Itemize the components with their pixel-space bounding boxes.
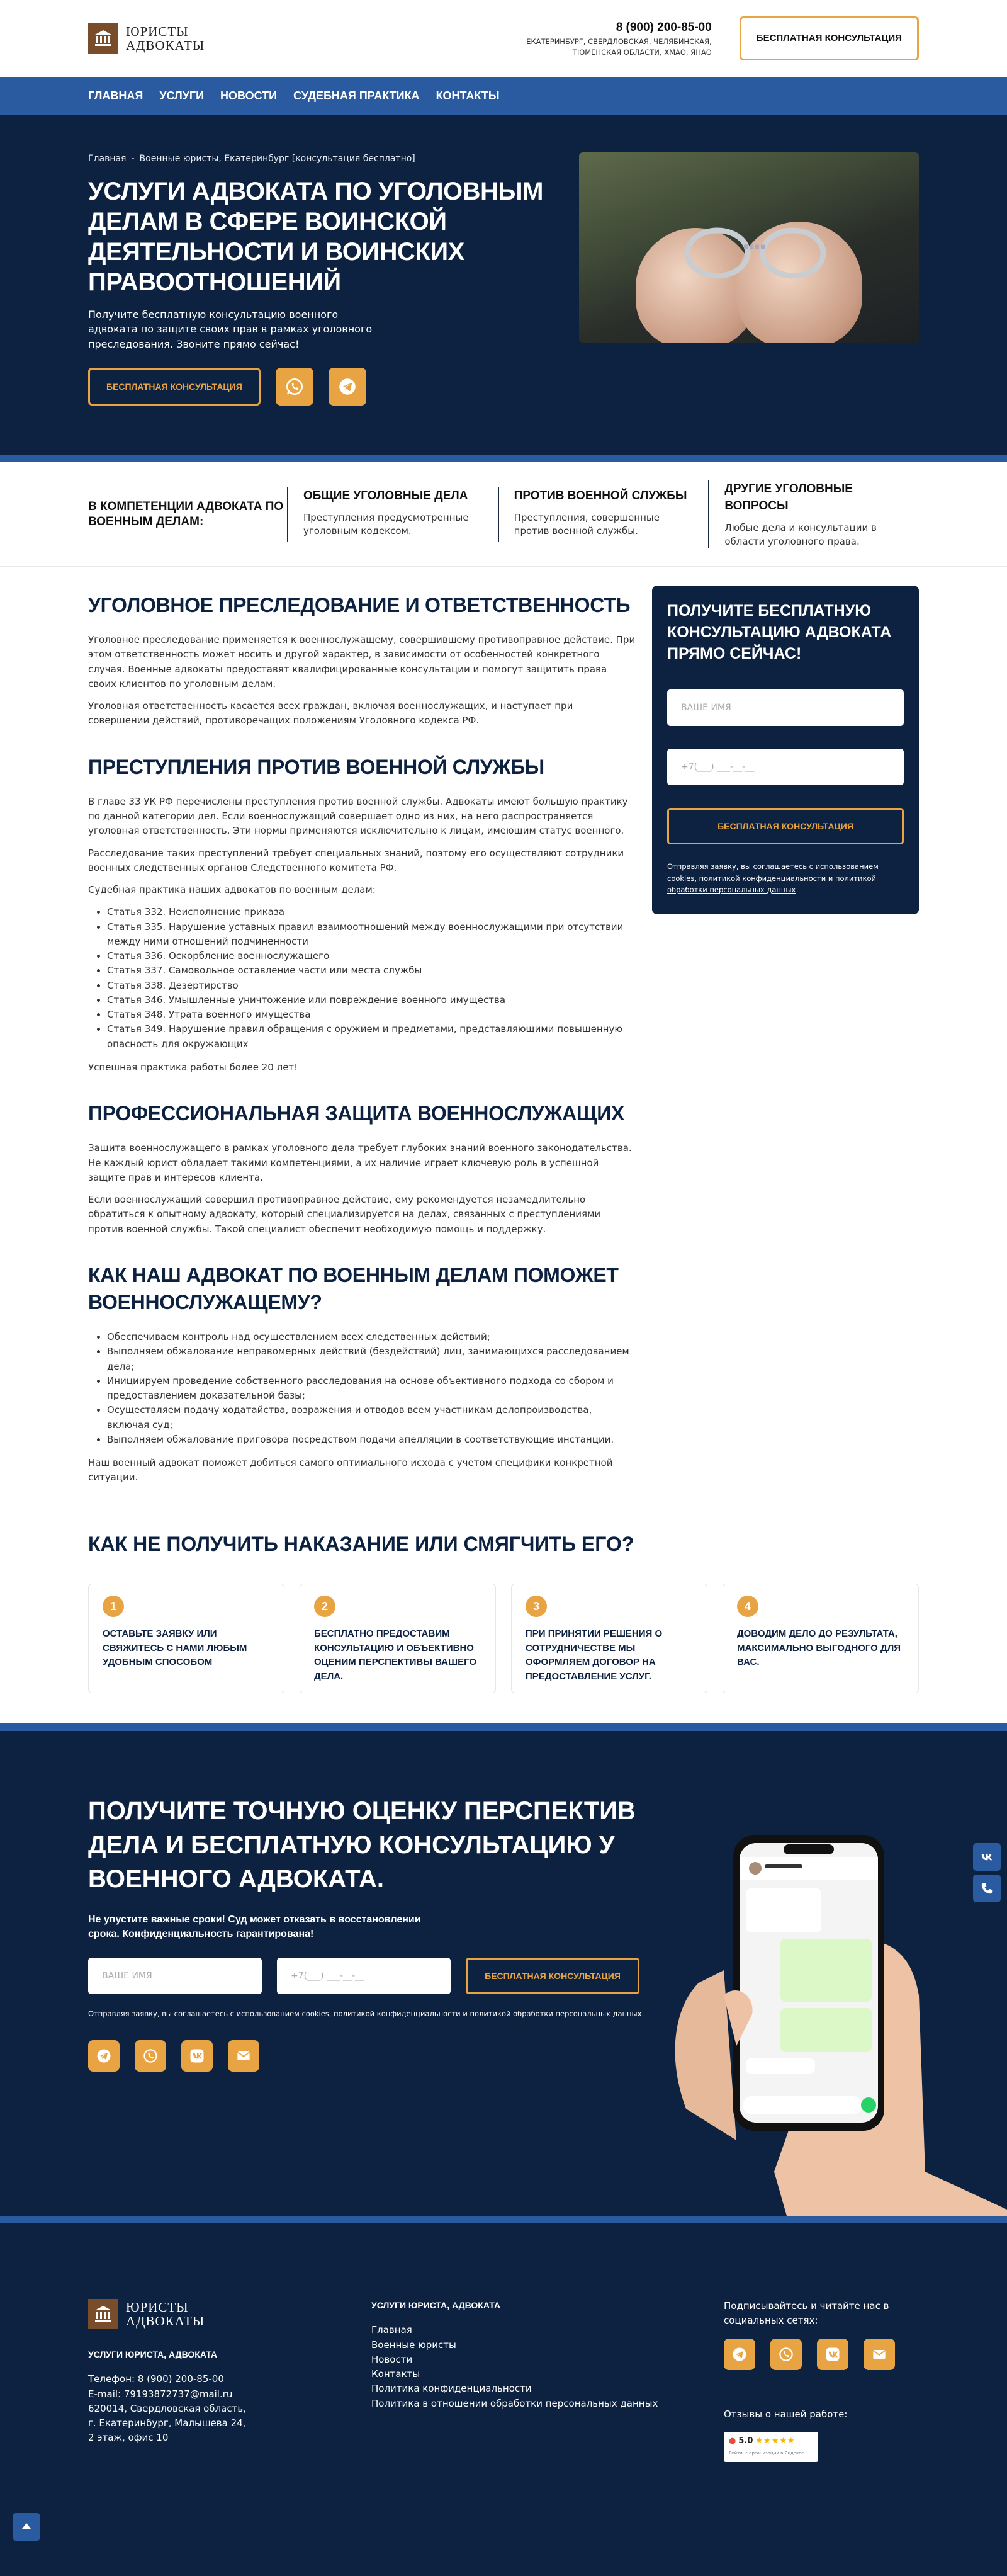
nav-item-services[interactable]: УСЛУГИ	[159, 89, 205, 102]
section-title: УГОЛОВНОЕ ПРЕСЛЕДОВАНИЕ И ОТВЕТСТВЕННОСТЬ	[88, 594, 631, 616]
step-card	[300, 1584, 496, 1693]
paragraph: В главе 33 УК РФ перечислены преступления против военной службы. Адвокаты имеют большую практику по данной категории дел. Если военнослужащий совершает одно из них, на него распространяется уголовная ответственность. Эти нормы применяются исключительно к лицам, имеющим статус военного.	[88, 795, 628, 837]
main-section	[0, 567, 1007, 1693]
header-phone[interactable]: 8 (900) 200-85-00	[616, 20, 712, 34]
footer-link-home[interactable]: Главная	[371, 2324, 412, 2336]
telegram-icon[interactable]	[329, 368, 366, 406]
courthouse-icon	[88, 2299, 118, 2329]
scroll-up-button[interactable]	[13, 2513, 40, 2541]
header-address-line1: ЕКАТЕРИНБУРГ, СВЕРДЛОВСКАЯ, ЧЕЛЯБИНСКАЯ,	[526, 37, 712, 46]
step-number: 1	[103, 1596, 124, 1617]
list-item: • Статья 346. Умышленные уничтожение или повреждение военного имущества	[107, 993, 637, 1007]
vk-icon[interactable]	[181, 2040, 213, 2072]
paragraph: Защита военнослужащего в рамках уголовного дела требует глубоких знаний военного законодательства. Не каждый юрист обладает такими компетенциями, а их наличие играет ключевую роль в успешной защите прав и интересов клиента.	[88, 1142, 632, 1183]
list-item: • Обеспечиваем контроль над осуществлением всех следственных действий;	[107, 1330, 637, 1344]
page-title: УСЛУГИ АДВОКАТА ПО УГОЛОВНЫМ ДЕЛАМ В СФЕРЕ ВОИНСКОЙ ДЕЯТЕЛЬНОСТИ И ВОИНСКИХ ПРАВООТНОШЕНИЙ	[88, 178, 543, 297]
paragraph: Если военнослужащий совершил противоправное действие, ему рекомендуется незамедлительно обратиться к опытному адвокату, который специализируется на делах, связанных с преступлениями против военной службы. Такой специалист обеспечит необходимую помощь и поддержку.	[88, 1194, 601, 1235]
paragraph: Судебная практика наших адвокатов по военным делам:	[88, 884, 376, 896]
rating-caption: Рейтинг организации в Яндексе	[729, 2450, 804, 2456]
form-title: ПОЛУЧИТЕ БЕСПЛАТНУЮ КОНСУЛЬТАЦИЮ АДВОКАТА ПРЯМО СЕЙЧАС!	[667, 602, 892, 662]
data-policy-link[interactable]: политикой обработки персональных данных	[667, 873, 876, 895]
list-item: • Выполняем обжалование неправомерных действий (бездействий) лиц, занимающихся расследованием дела;	[107, 1344, 637, 1374]
nav-item-news[interactable]: НОВОСТИ	[220, 89, 278, 102]
competence-item-text: Любые дела и консультации в области уголовного права.	[724, 521, 877, 547]
list-item: • Статья 335. Нарушение уставных правил взаимоотношений между военнослужащими при отсутствии между ними отношений подчиненности	[107, 920, 637, 950]
step-card	[88, 1584, 284, 1693]
competence-item	[708, 480, 919, 549]
courthouse-icon	[88, 23, 118, 54]
cta-phone-input[interactable]: +7(___) ___-__-__	[277, 1958, 451, 1994]
whatsapp-icon[interactable]	[276, 368, 313, 406]
header-consultation-button[interactable]: БЕСПЛАТНАЯ КОНСУЛЬТАЦИЯ	[740, 16, 919, 60]
step-text: ДОВОДИМ ДЕЛО ДО РЕЗУЛЬТАТА, МАКСИМАЛЬНО ВЫГОДНОГО ДЛЯ ВАС.	[737, 1628, 901, 1668]
form-consent	[667, 861, 904, 895]
list-item: • Статья 336. Оскорбление военнослужащего	[107, 949, 637, 963]
reviews-label: Отзывы о нашей работе:	[724, 2409, 848, 2420]
step-card	[723, 1584, 919, 1693]
competence-title: В КОМПЕТЕНЦИИ АДВОКАТА ПО ВОЕННЫМ ДЕЛАМ:	[88, 500, 284, 528]
competence-item-title: ПРОТИВ ВОЕННОЙ СЛУЖБЫ	[514, 489, 687, 502]
site-footer	[0, 2223, 1007, 2498]
section-title: ПРОФЕССИОНАЛЬНАЯ ЗАЩИТА ВОЕННОСЛУЖАЩИХ	[88, 1102, 624, 1125]
main-nav	[0, 77, 1007, 115]
logo-line1: ЮРИСТЫ	[126, 23, 189, 39]
step-card	[511, 1584, 707, 1693]
nav-item-home[interactable]: ГЛАВНАЯ	[88, 89, 143, 102]
consent-text: Отправляя заявку, вы соглашаетесь с использованием cookies,	[88, 2009, 332, 2019]
vk-icon[interactable]	[817, 2339, 848, 2370]
competence-item-text: Преступления, совершенные против военной службы.	[514, 511, 660, 537]
cta-name-input[interactable]: ВАШЕ ИМЯ	[88, 1958, 262, 1994]
step-number: 3	[526, 1596, 547, 1617]
paragraph: Наш военный адвокат поможет добиться самого оптимального исхода с учетом специфики конкретной ситуации.	[88, 1457, 613, 1484]
divider-stripe	[0, 1723, 1007, 1731]
footer-col1-title: УСЛУГИ ЮРИСТА, АДВОКАТА	[88, 2349, 218, 2360]
cta-title: ПОЛУЧИТЕ ТОЧНУЮ ОЦЕНКУ ПЕРСПЕКТИВ ДЕЛА И БЕСПЛАТНУЮ КОНСУЛЬТАЦИЮ У ВОЕННОГО АДВОКАТА.	[88, 1797, 636, 1893]
breadcrumb	[88, 152, 554, 165]
consent-and: и	[463, 2009, 468, 2019]
paragraph: Расследование таких преступлений требует специальных знаний, поэтому его осуществляют сотрудники военных следственных органов Следственного комитета РФ.	[88, 847, 624, 873]
list-item: • Статья 348. Утрата военного имущества	[107, 1007, 637, 1022]
list-item: • Выполняем обжалование приговора посредством подачи апелляции в соответствующие инстанции.	[107, 1433, 637, 1447]
competence-item	[287, 487, 498, 542]
rating-value: 5.0	[738, 2436, 753, 2446]
divider-stripe	[0, 455, 1007, 462]
name-input[interactable]: ВАШЕ ИМЯ	[667, 689, 904, 726]
list-item: • Статья 349. Нарушение правил обращения с оружием и предметами, представляющими повышенную опасность для окружающих	[107, 1022, 637, 1052]
footer-address: 620014, Свердловская область,	[88, 2402, 246, 2414]
site-header	[0, 0, 1007, 77]
phone-in-hand-illustration	[629, 1731, 1007, 2216]
consent-and: и	[828, 873, 833, 883]
list-item: • Статья 338. Дезертирство	[107, 979, 637, 993]
competence-section	[0, 462, 1007, 567]
privacy-policy-link[interactable]: политикой конфиденциальности	[334, 2009, 461, 2019]
consent-text: Отправляя заявку, вы соглашаетесь с использованием cookies,	[667, 862, 879, 883]
divider-stripe	[0, 2216, 1007, 2223]
footer-bottom	[0, 2498, 1007, 2576]
competence-item-title: ОБЩИЕ УГОЛОВНЫЕ ДЕЛА	[303, 489, 468, 502]
yandex-rating-badge[interactable]	[724, 2432, 818, 2462]
hero-consultation-button[interactable]: БЕСПЛАТНАЯ КОНСУЛЬТАЦИЯ	[88, 368, 261, 406]
footer-subscribe-text: Подписывайтесь и читайте нас в социальных сетях:	[724, 2300, 889, 2326]
footer-link-news[interactable]: Новости	[371, 2353, 413, 2365]
footer-col2-title: УСЛУГИ ЮРИСТА, АДВОКАТА	[371, 2300, 501, 2311]
footer-logo-line2: АДВОКАТЫ	[126, 2313, 205, 2329]
footer-link-military-lawyers[interactable]: Военные юристы	[371, 2339, 456, 2351]
breadcrumb-separator: -	[131, 154, 135, 164]
competence-item-text: Преступления предусмотренные уголовным кодексом.	[303, 511, 469, 537]
list-item: • Инициируем проведение собственного расследования на основе объективного подхода со сбором и предоставлением доказательной базы;	[107, 1374, 637, 1404]
nav-item-practice[interactable]: СУДЕБНАЯ ПРАКТИКА	[293, 89, 420, 102]
whatsapp-icon[interactable]	[135, 2040, 166, 2072]
data-policy-link[interactable]: политикой обработки персональных данных	[470, 2009, 642, 2019]
competence-item-title: ДРУГИЕ УГОЛОВНЫЕ ВОПРОСЫ	[724, 482, 853, 513]
logo[interactable]	[88, 23, 205, 54]
footer-email[interactable]: E-mail: 79193872737@mail.ru	[88, 2388, 233, 2400]
telegram-icon[interactable]	[88, 2040, 120, 2072]
section-title: КАК НАШ АДВОКАТ ПО ВОЕННЫМ ДЕЛАМ ПОМОЖЕТ ВОЕННОСЛУЖАЩЕМУ?	[88, 1263, 619, 1314]
email-icon[interactable]	[864, 2339, 895, 2370]
article-content	[88, 586, 637, 1511]
cta-submit-button[interactable]: БЕСПЛАТНАЯ КОНСУЛЬТАЦИЯ	[466, 1958, 639, 1994]
step-number: 4	[737, 1596, 758, 1617]
footer-link-privacy[interactable]: Политика конфиденциальности	[371, 2383, 532, 2395]
steps-title: КАК НЕ ПОЛУЧИТЬ НАКАЗАНИЕ ИЛИ СМЯГЧИТЬ ЕГО?	[88, 1532, 634, 1555]
hero-subtitle: Получите бесплатную консультацию военного адвоката по защите своих прав в рамках уголовного преследования. Звоните прямо сейчас!	[88, 309, 373, 350]
telegram-icon[interactable]	[724, 2339, 755, 2370]
breadcrumb-current: Военные юристы, Екатеринбург [консультация бесплатно]	[139, 154, 415, 164]
cta-lead: Не упустите важные сроки! Суд может отказать в восстановлении срока. Конфиденциальность гарантирована!	[88, 1914, 421, 1940]
articles-list	[88, 905, 637, 1052]
breadcrumb-home[interactable]: Главная	[88, 154, 127, 164]
footer-link-data-policy[interactable]: Политика в отношении обработки персональных данных	[371, 2397, 658, 2409]
footer-logo[interactable]	[88, 2299, 371, 2329]
form-submit-button[interactable]: БЕСПЛАТНАЯ КОНСУЛЬТАЦИЯ	[667, 808, 904, 844]
footer-link-contacts[interactable]: Контакты	[371, 2368, 420, 2380]
map-pin-icon: ●	[729, 2436, 736, 2446]
email-icon[interactable]	[228, 2040, 259, 2072]
paragraph: Уголовная ответственность касается всех граждан, включая военнослужащих, и наступает при совершении действий, противоречащих положениям Уголовного кодекса РФ.	[88, 700, 573, 727]
handcuffs-image	[579, 152, 919, 343]
paragraph: Успешная практика работы более 20 лет!	[88, 1061, 298, 1073]
rating-stars: ★★★★★	[755, 2436, 796, 2446]
cta-section	[0, 1731, 1007, 2216]
footer-address: 2 этаж, офис 10	[88, 2432, 169, 2444]
logo-line2: АДВОКАТЫ	[126, 38, 205, 53]
step-text: ОСТАВЬТЕ ЗАЯВКУ ИЛИ СВЯЖИТЕСЬ С НАМИ ЛЮБЫМ УДОБНЫМ СПОСОБОМ	[103, 1628, 247, 1668]
section-title: ПРЕСТУПЛЕНИЯ ПРОТИВ ВОЕННОЙ СЛУЖБЫ	[88, 755, 544, 778]
steps-section	[88, 1529, 919, 1693]
phone-input[interactable]: +7(___) ___-__-__	[667, 749, 904, 785]
privacy-policy-link[interactable]: политикой конфиденциальности	[699, 873, 826, 883]
step-text: ПРИ ПРИНЯТИИ РЕШЕНИЯ О СОТРУДНИЧЕСТВЕ МЫ ОФОРМЛЯЕМ ДОГОВОР НА ПРЕДОСТАВЛЕНИЕ УСЛУГ.	[526, 1628, 663, 1682]
help-list	[88, 1330, 637, 1447]
list-item: • Статья 337. Самовольное оставление части или места службы	[107, 963, 637, 978]
paragraph: Уголовное преследование применяется к военнослужащему, совершившему противоправное действие. При этом ответственность может носить и другой характер, в зависимости от особенностей конкретного случая. Военные адвокаты предоставят квалифицированные консультации и помогут защитить права своих клиентов по уголовным делам.	[88, 634, 636, 689]
hero-section	[0, 115, 1007, 455]
whatsapp-icon[interactable]	[770, 2339, 802, 2370]
floating-vk-button[interactable]	[973, 1843, 1001, 1871]
floating-phone-button[interactable]	[973, 1875, 1001, 1902]
header-address-line2: ТЮМЕНСКАЯ ОБЛАСТИ, ХМАО, ЯНАО	[572, 47, 712, 57]
nav-item-contacts[interactable]: КОНТАКТЫ	[436, 89, 500, 102]
step-number: 2	[314, 1596, 335, 1617]
footer-address: г. Екатеринбург, Малышева 24,	[88, 2417, 246, 2429]
list-item: • Осуществляем подачу ходатайства, возражения и отводов всем участникам делопроизводства, включая суд;	[107, 1403, 637, 1433]
competence-item	[498, 487, 709, 542]
footer-logo-line1: ЮРИСТЫ	[126, 2300, 189, 2315]
footer-phone[interactable]: Телефон: 8 (900) 200-85-00	[88, 2373, 224, 2385]
step-text: БЕСПЛАТНО ПРЕДОСТАВИМ КОНСУЛЬТАЦИЮ И ОБЪЕКТИВНО ОЦЕНИМ ПЕРСПЕКТИВЫ ВАШЕГО ДЕЛА.	[314, 1628, 477, 1682]
consultation-form	[652, 586, 919, 914]
list-item: • Статья 332. Неисполнение приказа	[107, 905, 637, 919]
